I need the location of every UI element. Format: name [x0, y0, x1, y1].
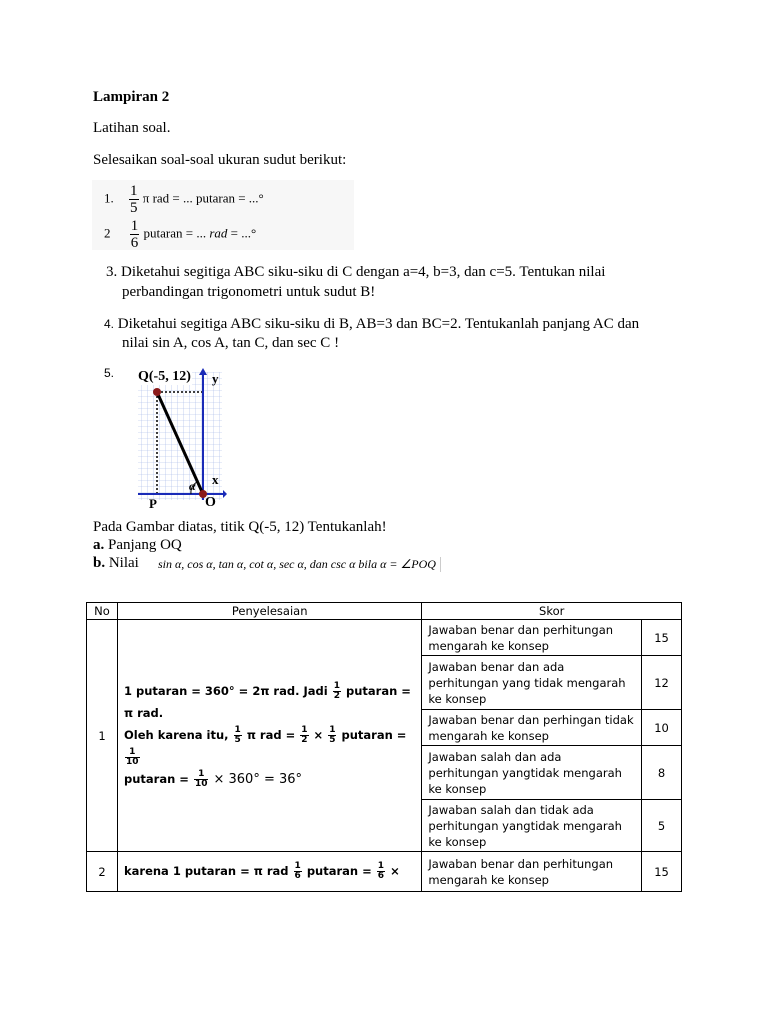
label-y: y — [212, 371, 219, 386]
criteria-text: Jawaban salah dan ada perhitungan yangtidak mengarah ke konsep — [422, 746, 642, 800]
coordinate-graph — [135, 366, 227, 514]
label-alpha: α — [189, 479, 196, 493]
label-p: P — [149, 496, 157, 511]
question-5-description: Pada Gambar diatas, titik Q(-5, 12) Tentukanlah! — [93, 519, 387, 535]
criteria-score: 10 — [642, 710, 682, 746]
question-3-line2: perbandingan trigonometri untuk sudut B! — [122, 284, 376, 300]
header-no: No — [87, 603, 118, 620]
question-4-line2: nilai sin A, cos A, tan C, dan sec C ! — [122, 335, 340, 351]
instruction: Selesaikan soal-soal ukuran sudut berikut: — [93, 152, 347, 168]
x-axis-arrow-icon — [223, 490, 227, 498]
problem-1-fraction: $\frac{1}{5}$ — [130, 183, 138, 216]
table-row — [87, 852, 682, 892]
label-q: Q(-5, 12) — [138, 369, 191, 384]
question-5b: b. Nilai — [93, 555, 139, 571]
question-5a: a. Panjang OQ — [93, 537, 182, 553]
question-5b-formula: sin α, cos α, tan α, cot α, sec α, dan csc α bila α = ∠POQ — [158, 557, 441, 572]
heading: Lampiran 2 — [93, 89, 170, 105]
row-2-number: 2 — [87, 852, 118, 892]
label-o: O — [205, 495, 216, 510]
y-axis-arrow-icon — [199, 368, 207, 375]
row-1-solution: 1 putaran = 360° = 2π rad. Jadi $\frac{1}{2}$ putaran = π rad. Oleh karena itu, $\frac{1}{5}$ π rad = $\frac{1}{2}$ × $\frac{1}{5}$ putaran = $\frac{1}{10}$ putaran = $\frac{1}{10}$ × 360° = 36° — [117, 620, 421, 852]
table-header-row — [87, 603, 682, 620]
header-penyelesaian: Penyelesaian — [117, 603, 421, 620]
criteria-text: Jawaban benar dan perhitungan mengarah ke konsep — [422, 852, 642, 892]
grid — [138, 372, 222, 500]
problem-2-fraction: $\frac{1}{6}$ — [130, 218, 139, 251]
row-2-solution: karena 1 putaran = π rad $\frac{1}{6}$ putaran = $\frac{1}{6}$ × — [117, 852, 421, 892]
criteria-score: 8 — [642, 746, 682, 800]
criteria-score: 15 — [642, 620, 682, 656]
criteria-text: Jawaban benar dan ada perhitungan yang tidak mengarah ke konsep — [422, 656, 642, 710]
criteria-text: Jawaban benar dan perhingan tidak mengarah ke konsep — [422, 710, 642, 746]
scoring-table — [86, 602, 682, 892]
criteria-score: 12 — [642, 656, 682, 710]
header-skor: Skor — [422, 603, 682, 620]
problem-1-number: 1. — [104, 190, 114, 206]
problem-2-number: 2 — [104, 225, 111, 241]
criteria-score: 5 — [642, 800, 682, 852]
point-q — [153, 388, 161, 396]
criteria-text: Jawaban benar dan perhitungan mengarah ke konsep — [422, 620, 642, 656]
question-3: 3. Diketahui segitiga ABC siku-siku di C dengan a=4, b=3, dan c=5. Tentukan nilai — [106, 264, 606, 280]
problem-1 — [104, 183, 264, 216]
problem-1-text: π rad = ... putaran = ...° — [142, 190, 264, 206]
question-4: 4. Diketahui segitiga ABC siku-siku di B, AB=3 dan BC=2. Tentukanlah panjang AC dan — [104, 316, 640, 332]
criteria-score: 15 — [642, 852, 682, 892]
question-5-number: 5. — [104, 366, 115, 380]
subtitle: Latihan soal. — [93, 120, 171, 136]
table-row — [87, 620, 682, 656]
label-x: x — [212, 472, 219, 487]
problem-2: 2 $\frac{1}{6}$ putaran = ... rad = ...° — [104, 218, 257, 251]
criteria-text: Jawaban salah dan tidak ada perhitungan yangtidak mengarah ke konsep — [422, 800, 642, 852]
row-1-number: 1 — [87, 620, 118, 852]
